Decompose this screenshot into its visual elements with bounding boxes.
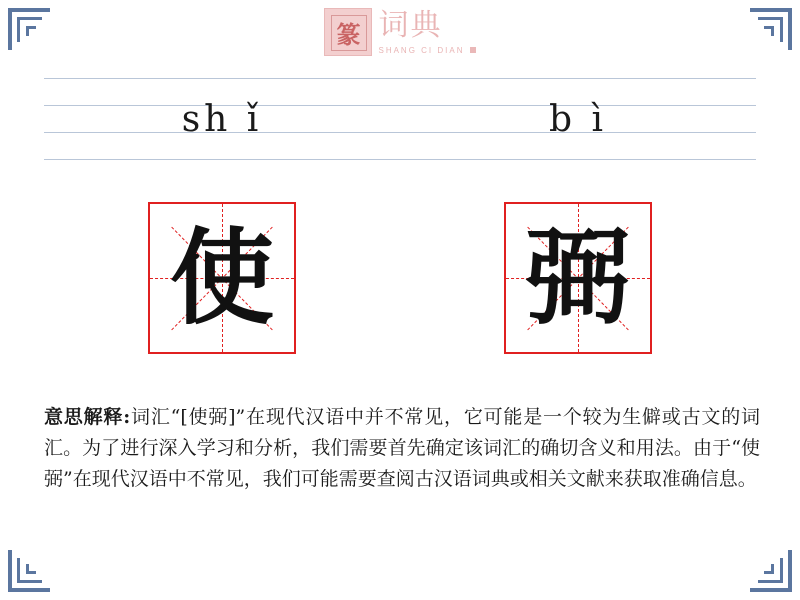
character-cell-first [44,198,400,358]
character-cell-second [400,198,756,358]
pinyin-first: sh ǐ [181,98,263,140]
logo-subtitle-text: SHANG CI DIAN [378,45,465,55]
seal-icon [324,8,372,56]
corner-ornament-top-left [6,6,52,52]
tianzige-grid-first [148,202,296,354]
logo-text [378,8,475,55]
pinyin-staff [44,78,756,160]
logo-dot-icon [470,47,476,53]
corner-ornament-bottom-left [6,548,52,594]
explanation-text: 词汇“[使弼]”在现代汉语中并不常见，它可能是一个较为生僻或古文的词汇。为了进行深入学习和分析，我们需要首先确定该词汇的确切含义和用法。由于“使弼”在现代汉语中不常见，我们可能需要查阅古汉语词典或相关文献来获取准确信息。 [44,406,761,490]
pinyin-row [44,78,756,160]
site-logo [0,8,800,78]
corner-ornament-top-right [748,6,794,52]
character-glyph-first: 使 [169,216,274,339]
explanation-label: 意思解释: [44,406,131,428]
character-glyph-second: 弼 [525,216,630,339]
character-row [44,198,756,358]
seal-character: 篆 [336,20,361,49]
pinyin-second: b ì [548,98,607,140]
logo-subtitle [378,46,475,55]
corner-ornament-bottom-right [748,548,794,594]
explanation-block [44,402,760,494]
tianzige-grid-second [504,202,652,354]
logo-title: 词典 [378,8,443,43]
